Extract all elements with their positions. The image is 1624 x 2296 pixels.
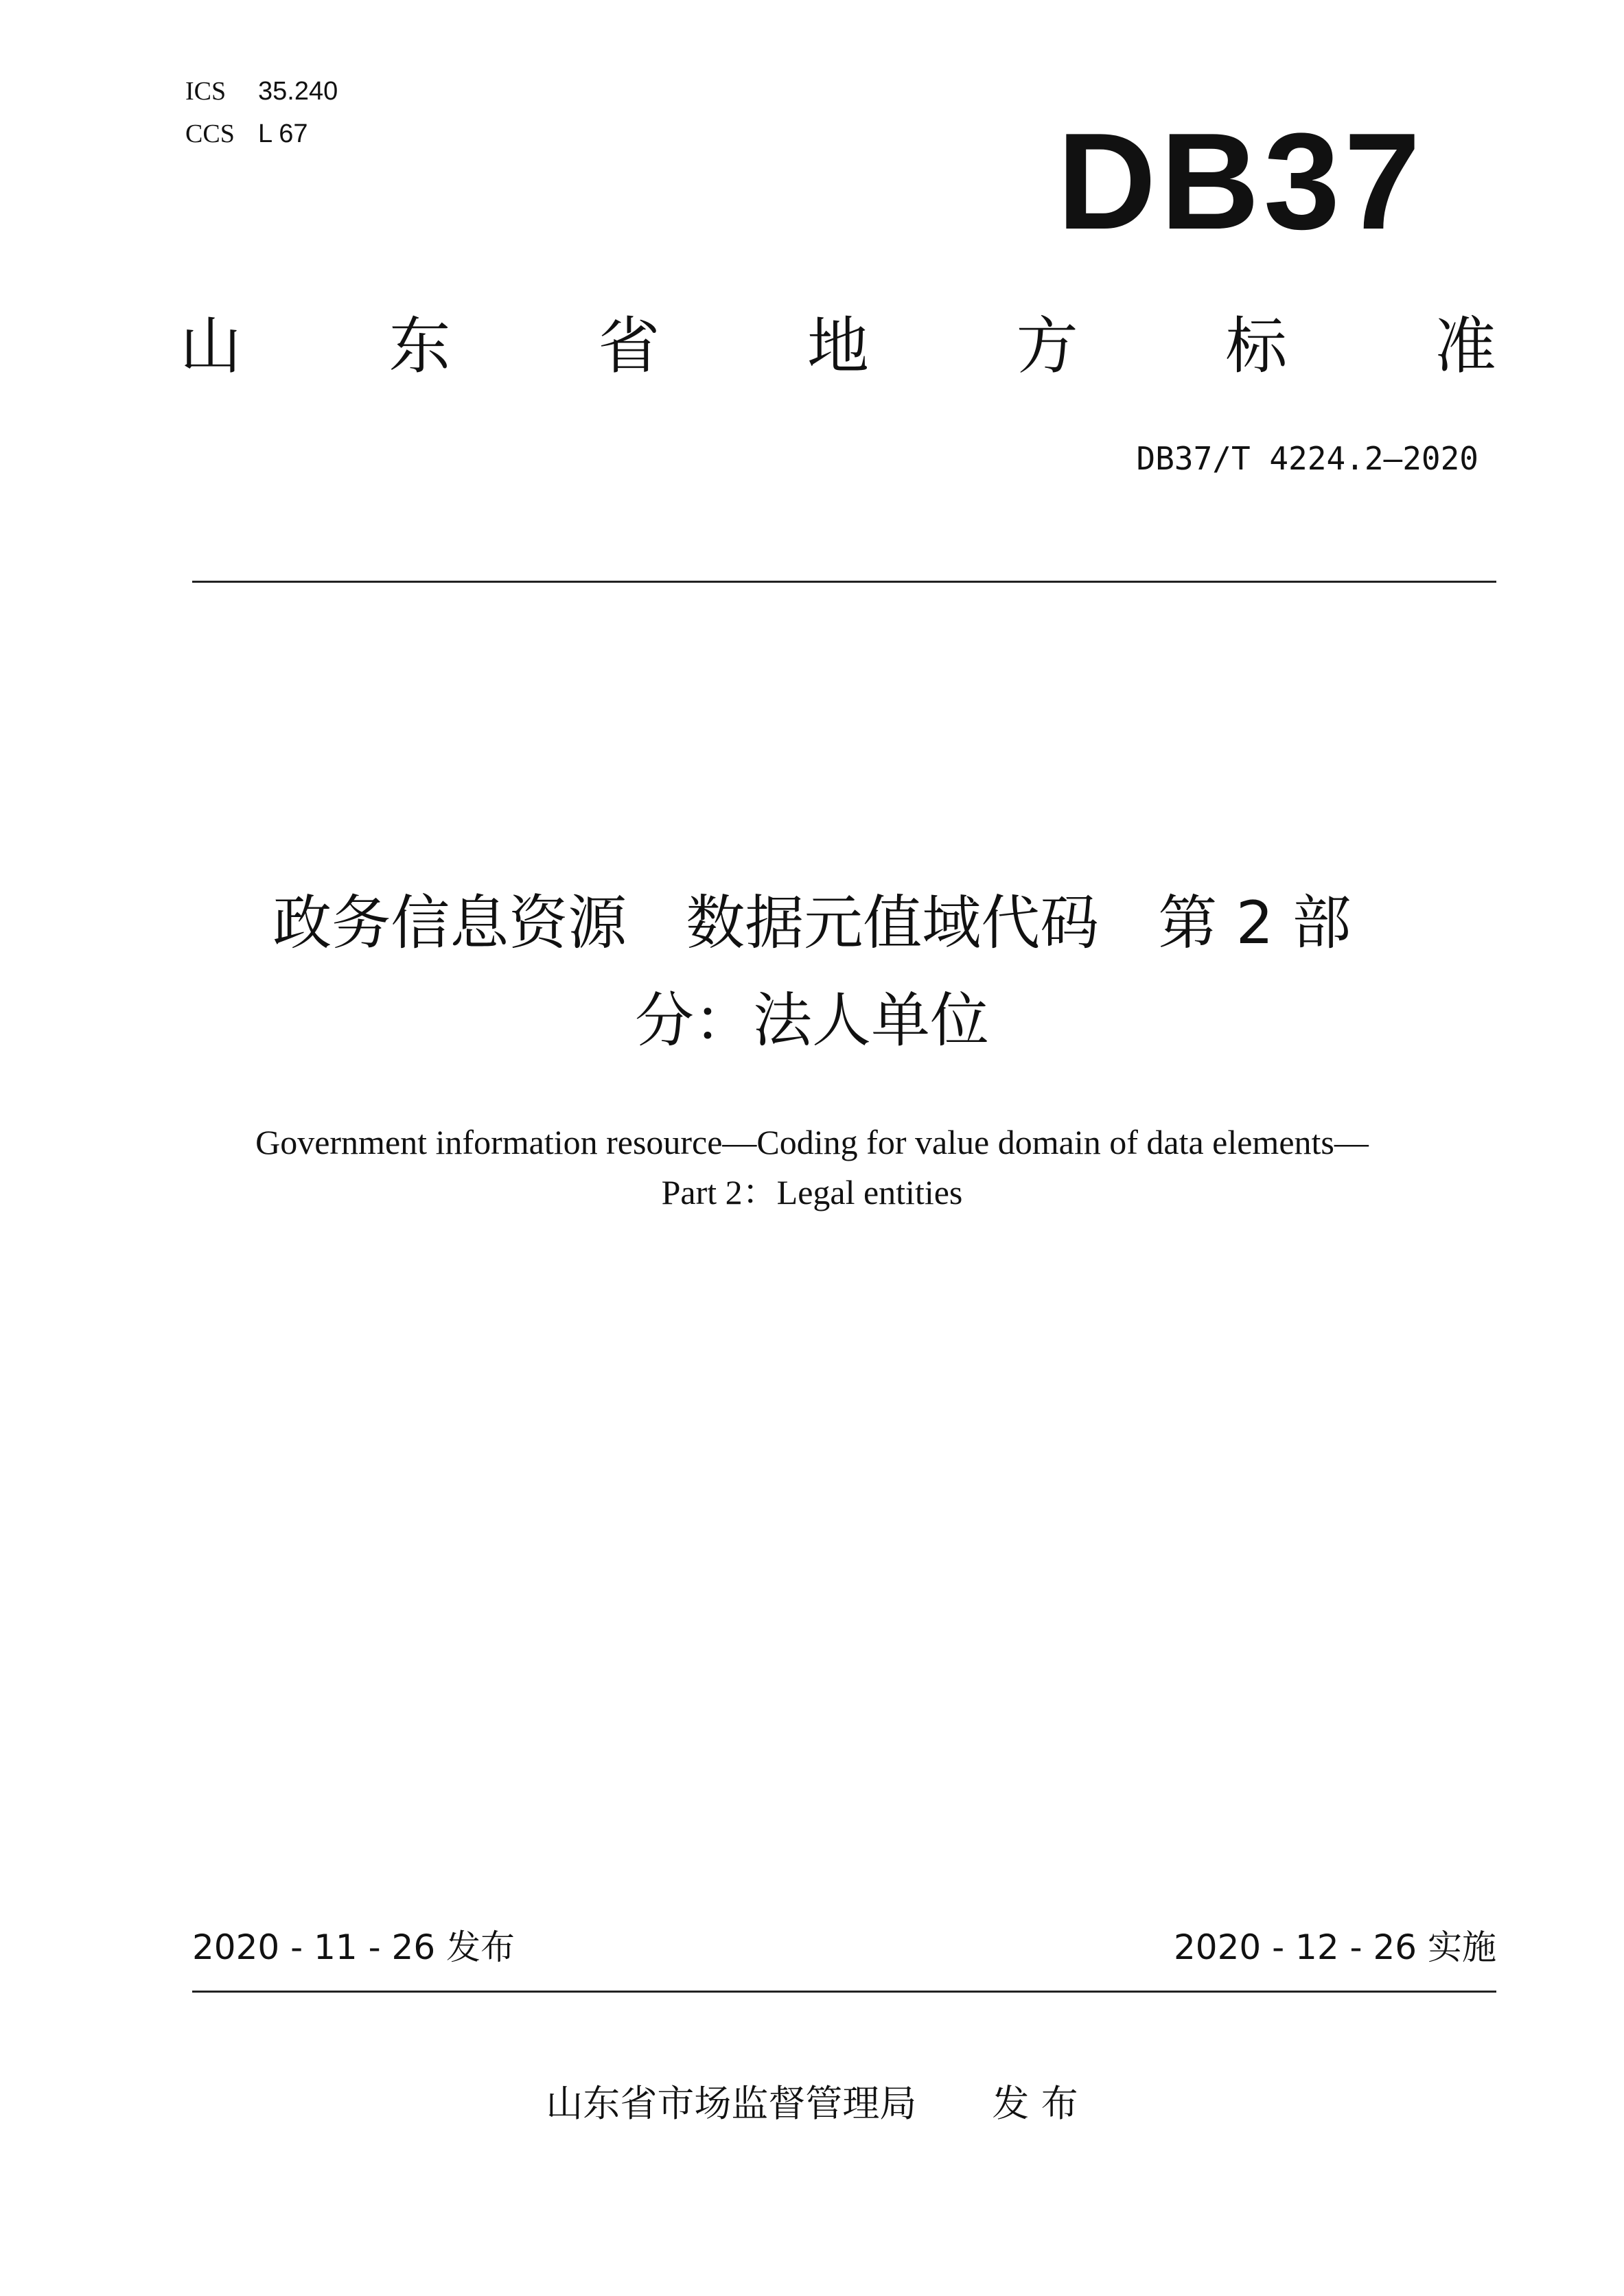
title-cn-line2: 分：法人单位 [635,986,989,1055]
title-cn-line1: 政务信息资源 数据元值域代码 第 2 部 [272,889,1352,958]
publisher-line [0,2080,1624,2128]
standard-type-char: 标 [1225,310,1288,382]
title-en-line1: Government information resource—Coding for value domain of data elements— [255,1123,1369,1161]
standard-type-char: 山 [180,310,242,382]
issue-date: 2020 - 11 - 26 发布 [192,1927,515,1967]
ccs-label: CCS [185,119,235,148]
standard-type-char: 准 [1434,310,1496,382]
ccs-code [185,118,308,150]
ccs-value: L 67 [258,119,308,148]
publisher-organization: 山东省市场监督管理局 [546,2082,917,2125]
standard-type-char: 地 [807,310,869,382]
ics-code [185,76,338,107]
top-divider [192,581,1496,583]
publisher-action: 发 布 [992,2082,1078,2125]
db37-logo: DB37 [1057,105,1425,258]
bottom-divider [192,1991,1496,1993]
title-en-line2: Part 2：Legal entities [661,1173,963,1211]
standard-type-char: 省 [598,310,660,382]
standard-type-heading [180,309,1496,384]
standard-number: DB37/T 4224.2—2020 [1136,440,1478,477]
ics-label: ICS [185,77,227,106]
standard-type-char: 方 [1016,310,1078,382]
implementation-date: 2020 - 12 - 26 实施 [1173,1927,1496,1967]
ics-value: 35.240 [258,77,338,106]
standard-type-char: 东 [388,310,451,382]
